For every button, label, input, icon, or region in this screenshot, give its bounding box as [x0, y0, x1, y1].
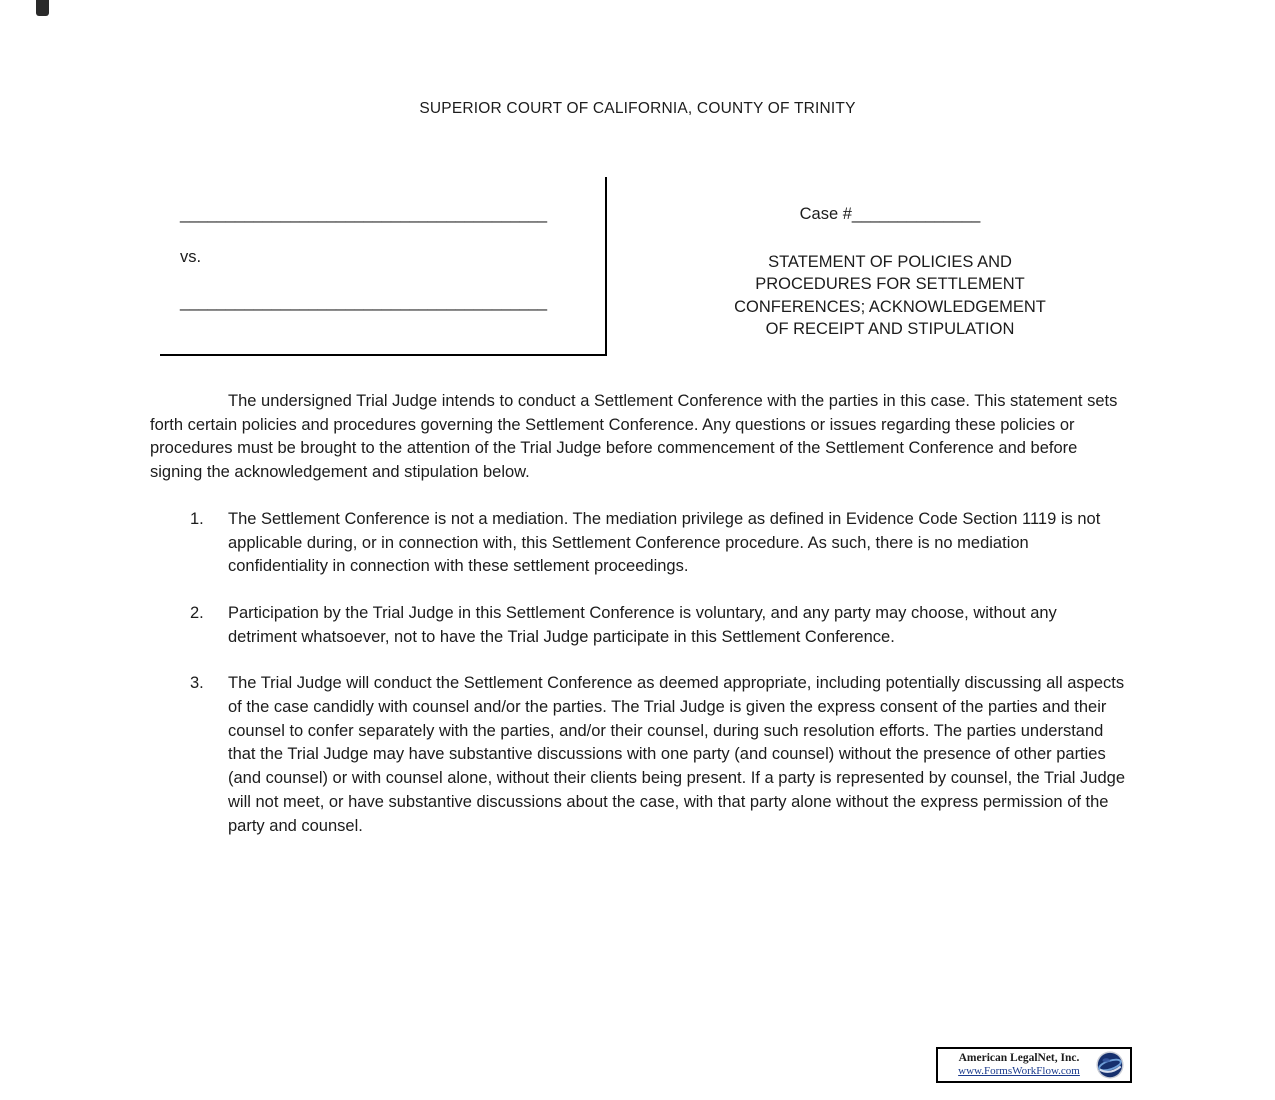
defendant-signature-line: ________________________________________ [180, 293, 548, 311]
list-item [150, 508, 1128, 579]
document-title-line: PROCEDURES FOR SETTLEMENT [755, 275, 1025, 294]
website-link[interactable]: www.FormsWorkFlow.com [958, 1065, 1080, 1078]
legalnet-text [946, 1052, 1092, 1078]
list-item-number: 3. [190, 674, 204, 693]
numbered-list [150, 508, 1128, 838]
list-item-text: Participation by the Trial Judge in this Settlement Conference is voluntary, and any party may choose, without any detriment whatsoever, not to have the Trial Judge participate in this Settlement Conference. [228, 603, 1057, 646]
caption-right-column [640, 205, 1140, 341]
list-item [150, 672, 1128, 838]
list-item-text: The Settlement Conference is not a mediation. The mediation privilege as defined in Evidence Code Section 1119 is not applicable during, or in connection with, this Settlement Conference procedure. As such, there is no mediation confidentiality in connection with these settlement proceedings. [228, 509, 1101, 576]
court-title: SUPERIOR COURT OF CALIFORNIA, COUNTY OF TRINITY [419, 100, 856, 117]
scan-artifact [36, 0, 49, 16]
list-item-number: 2. [190, 603, 204, 622]
document-title-line: STATEMENT OF POLICIES AND [768, 253, 1012, 271]
legalnet-logo-box [936, 1047, 1132, 1083]
list-item-text: The Trial Judge will conduct the Settlement Conference as deemed appropriate, including potentially discussing all aspects of the case candidly with counsel and/or the parties. The Trial Judge is given the express consent of the parties and their counsel to confer separately with the parties, and/or their counsel, during such resolution efforts. The parties understand that the Trial Judge may have substantive discussions with one party (and counsel) without the presence of other parties (and counsel) or with counsel alone, without their clients being present. If a party is represented by counsel, the Trial Judge will not meet, or have substantive discussions about the case, with that party alone without the express permission of the party and counsel. [228, 674, 1126, 835]
document-title [640, 251, 1140, 341]
document-title-line: OF RECEIPT AND STIPULATION [765, 320, 1015, 339]
plaintiff-signature-line: ________________________________________ [180, 205, 548, 223]
document-title-line: CONFERENCES; ACKNOWLEDGEMENT [734, 297, 1046, 316]
intro-paragraph: The undersigned Trial Judge intends to conduct a Settlement Conference with the parties in this case. This statement sets forth certain policies and procedures governing the Settlement Conference. Any questions or issues regarding these policies or procedures must be brought to the attention of the Trial Judge before commencement of the Settlement Conference and before signing the acknowledgement and stipulation below. [150, 392, 1118, 482]
list-item-number: 1. [190, 509, 204, 528]
list-item [150, 602, 1128, 649]
vs-label: vs. [180, 248, 202, 266]
caption-box [160, 177, 607, 356]
case-number-line: Case #______________ [799, 205, 981, 223]
globe-icon [1095, 1050, 1125, 1080]
company-name: American LegalNet, Inc. [958, 1052, 1080, 1065]
document-body [150, 390, 1128, 838]
